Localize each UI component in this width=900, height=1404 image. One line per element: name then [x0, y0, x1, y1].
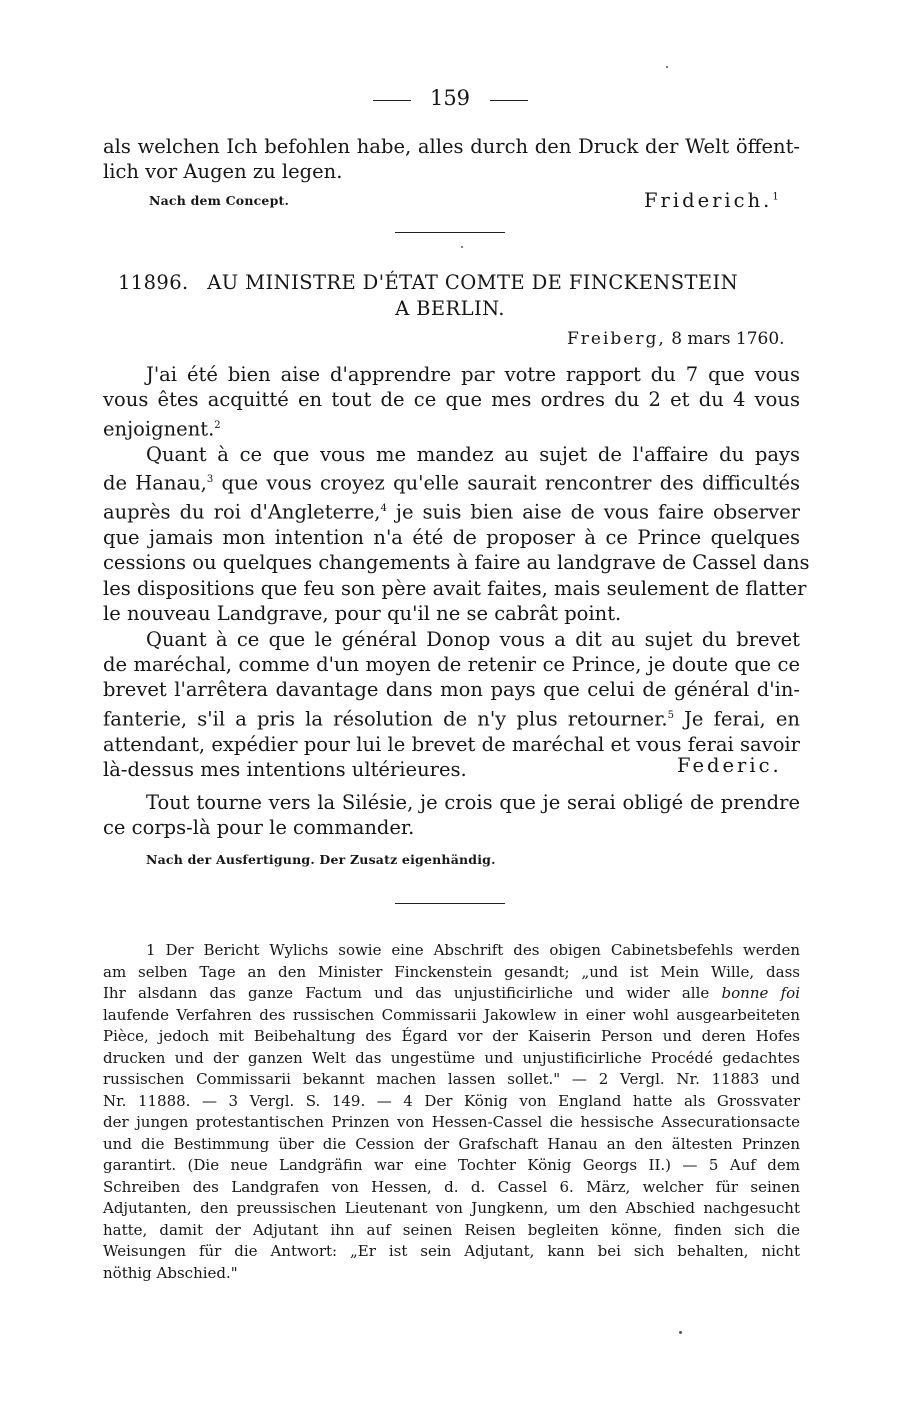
- footnote-line-2: am selben Tage an den Minister Finckenstein gesandt; „und ist Mein Wille, dass: [103, 962, 800, 981]
- postscript-line-2: ce corps-là pour le commander.: [103, 816, 415, 840]
- letter-date: 8 mars 1760.: [671, 329, 785, 349]
- letter-heading: [118, 271, 788, 294]
- postscript-line-1: [103, 790, 800, 815]
- footnote-line-3: [103, 983, 800, 1005]
- para2-text-2b: que vous croyez qu'elle saurait rencontrer des difficultés: [213, 471, 801, 495]
- footnote-ref-2: 2: [214, 419, 221, 431]
- section-separator-rule: [395, 232, 505, 233]
- letter-signature: Federic.: [677, 754, 782, 777]
- opening-signature-text: Friderich.: [644, 189, 773, 212]
- letter-number: 11896.: [118, 271, 189, 294]
- letter-dateline: [567, 329, 785, 349]
- footnote-line-12: Schreiben des Landgrafen von Hessen, d. d. Cassel 6. März, welcher für seinen: [103, 1177, 800, 1196]
- para2-line-2: [103, 467, 800, 496]
- para1-line-1: [103, 362, 800, 387]
- footnote-italic-phrase: bonne foi: [721, 984, 800, 1002]
- footnote-line-8: Nr. 11888. — 3 Vergl. S. 149. — 4 Der König von England hatte als Grossvater: [103, 1091, 800, 1110]
- footnote-line-6: drucken und der ganzen Welt das ungestüme und unjustificirliche Procédé gedachtes: [103, 1048, 800, 1067]
- para3-text-4b: Je ferai, en: [673, 707, 800, 731]
- footnotes: [103, 940, 800, 1284]
- opening-signature: [644, 189, 779, 212]
- scan-speck: [461, 246, 463, 248]
- opening-text: [103, 134, 800, 185]
- footnote-text-3: Ihr alsdann das ganze Factum und das unjustificirliche und wider alle: [103, 984, 710, 1002]
- opening-source-note: Nach dem Concept.: [149, 193, 290, 208]
- opening-signature-footnote-ref: 1: [772, 191, 779, 203]
- footnote-separator-rule: [395, 903, 505, 904]
- footnote-line-14: hatte, damit der Adjutant ihn auf seinen Reisen begleiten könne, finden sich die: [103, 1220, 800, 1239]
- para3-text-1: Quant à ce que le général Donop vous a dit au sujet du brevet: [146, 627, 800, 651]
- para3-line-5: attendant, expédier pour lui le brevet de maréchal et vous ferai savoir: [103, 732, 800, 756]
- footnote-line-16: nöthig Abschied.": [103, 1263, 238, 1282]
- para2-line-6: les dispositions que feu son père avait faites, mais seulement de flatter: [103, 576, 807, 600]
- footnote-line-5: Pièce, jedoch mit Beibehaltung des Égard vor der Kaiserin Person und deren Hofes: [103, 1027, 800, 1045]
- footnote-line-10: und die Bestimmung über die Cession der Grafschaft Hanau an den ältesten Prinzen: [103, 1134, 800, 1153]
- header-dash-right: [490, 100, 528, 101]
- para3-line-2: de maréchal, comme d'un moyen de retenir ce Prince, je doute que ce: [103, 652, 800, 676]
- para3-line-4: [103, 703, 800, 732]
- para1-line-3: [103, 413, 800, 442]
- para3-line-3: brevet l'arrêtera davantage dans mon pays que celui de général d'in-: [103, 678, 800, 702]
- opening-line-2: lich vor Augen zu legen.: [103, 160, 343, 184]
- postscript: [103, 790, 800, 841]
- para2-text-3b: je suis bien aise de vous faire observer: [386, 500, 800, 524]
- para2-line-4: que jamais mon intention n'a été de proposer à ce Prince quelques: [103, 525, 800, 549]
- footnote-ref-5: 5: [667, 709, 674, 721]
- page-number: 159: [429, 86, 471, 110]
- para1-line-2: vous êtes acquitté en tout de ce que mes ordres du 2 et du 4 vous: [103, 388, 800, 412]
- letter-place: Freiberg,: [567, 329, 666, 349]
- para2-text-3a: auprès du roi d'Angleterre,: [103, 500, 381, 524]
- para3-line-1: [103, 627, 800, 652]
- letter-heading-line-1: AU MINISTRE D'ÉTAT COMTE DE FINCKENSTEIN: [207, 271, 739, 294]
- footnote-line-7: russischen Commissarii bekannt machen lassen sollet." — 2 Vergl. Nr. 11883 und: [103, 1070, 800, 1088]
- para1-text-1: J'ai été bien aise d'apprendre par votre rapport du 7 que vous: [146, 363, 800, 386]
- header-dash-left: [373, 100, 411, 101]
- para3-text-4a: fanterie, s'il a pris la résolution de n'y plus retourner.: [103, 707, 668, 731]
- para2-line-1: [103, 442, 800, 467]
- para1-text-3: enjoignent.: [103, 417, 215, 441]
- letter-body: [103, 362, 810, 783]
- para2-line-3: [103, 496, 800, 525]
- letter-source-note: Nach der Ausfertigung. Der Zusatz eigenhändig.: [146, 852, 496, 867]
- footnote-ref-3: 3: [206, 474, 214, 486]
- postscript-text-1: Tout tourne vers la Silésie, je crois que je serai obligé de prendre: [146, 791, 800, 814]
- scan-speck: [666, 66, 668, 68]
- footnote-line-4: laufende Verfahren des russischen Commissarii Jakowlew in einer wohl ausgearbeiteten: [103, 1005, 800, 1024]
- footnote-line-1: 1 Der Bericht Wylichs sowie eine Abschrift des obigen Cabinetsbefehls werden: [146, 941, 800, 959]
- footnote-ref-4: 4: [380, 503, 387, 515]
- para2-line-5: cessions ou quelques changements à faire au landgrave de Cassel dans: [103, 551, 810, 575]
- footnote-line-15: Weisungen für die Antwort: „Er ist sein Adjutant, kann bei sich behalten, nicht: [103, 1242, 800, 1260]
- para2-line-7: le nouveau Landgrave, pour qu'il ne se cabrât point.: [103, 602, 622, 626]
- para2-text-2a: de Hanau,: [103, 471, 207, 495]
- scan-speck: [679, 1331, 682, 1334]
- footnote-line-9: der jungen protestantischen Prinzen von Hessen-Cassel die hessische Assecurationsacte: [103, 1113, 800, 1131]
- letter-heading-line-2: A BERLIN.: [395, 297, 505, 320]
- para2-text-1: Quant à ce que vous me mandez au sujet de l'affaire du pays: [146, 442, 800, 466]
- footnote-line-13: Adjutanten, den preussischen Lieutenant von Jungkenn, um den Abschied nachgesucht: [103, 1199, 800, 1217]
- opening-line-1: als welchen Ich befohlen habe, alles durch den Druck der Welt öffent-: [103, 135, 800, 158]
- footnote-line-11: garantirt. (Die neue Landgräfin war eine Tochter König Georgs II.) — 5 Auf dem: [103, 1156, 800, 1174]
- para3-line-6: là-dessus mes intentions ultérieures.: [103, 758, 467, 782]
